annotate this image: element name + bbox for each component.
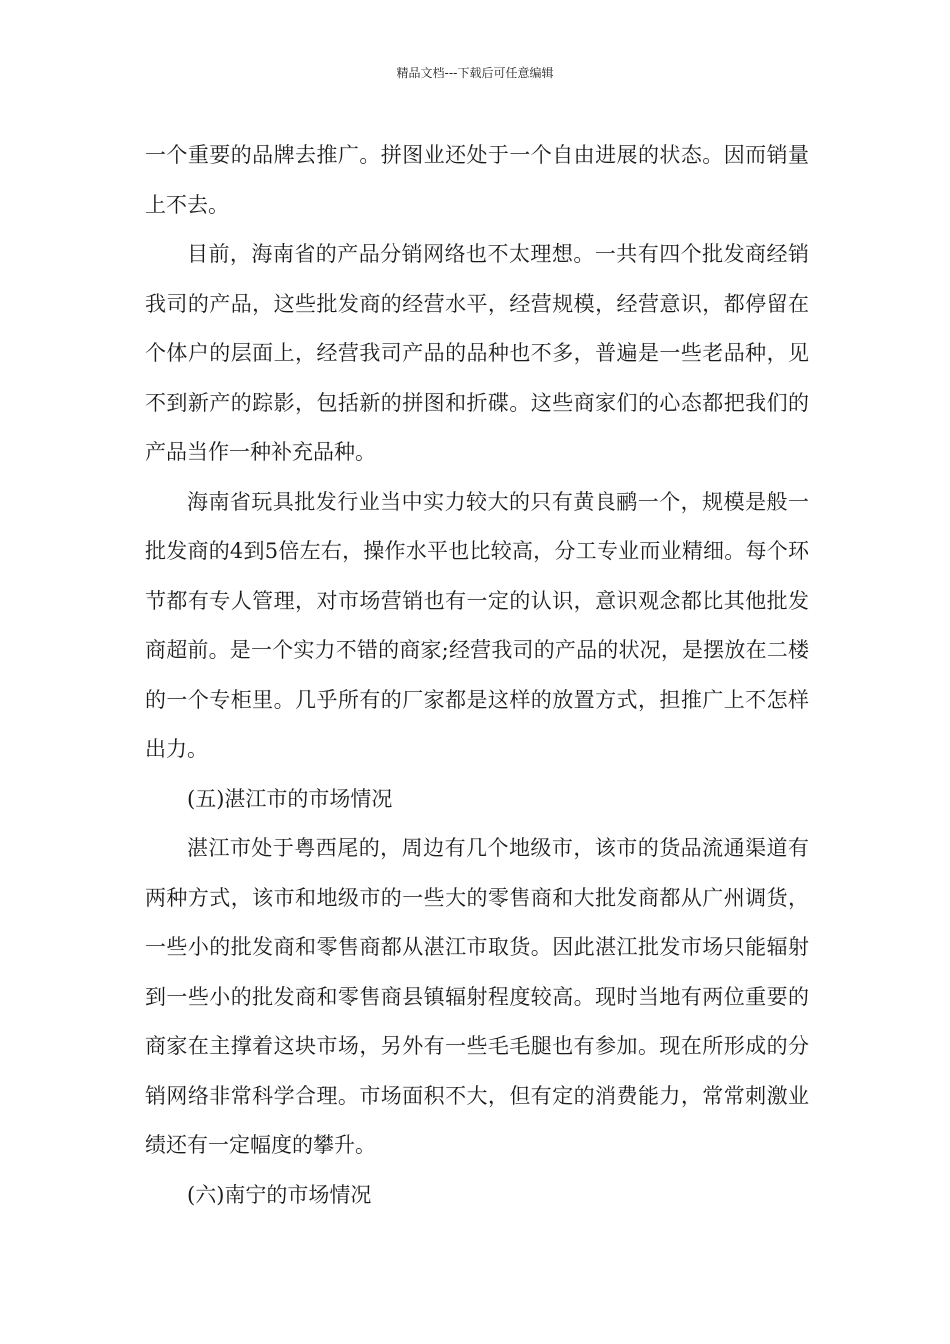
section-heading-nanning: (六)南宁的市场情况: [187, 1182, 372, 1207]
paragraph-hainan-wholesaler: 海南省玩具批发行业当中实力较大的只有黄良鹂一个，规模是般一批发商的4到5倍左右，操作水平也比较高，分工专业而业精细。每个环节都有专人管理，对市场营销也有一定的认识，意识观念都比其他批发商超前。是一个实力不错的商家;经营我司的产品的状况，是摆放在二楼的一个专柜里。几乎所有的厂家都是这样的放置方式，担推广上不怎样出力。: [145, 489, 809, 761]
paragraph-continuation: 一个重要的品牌去推广。拼图业还处于一个自由进展的状态。因而销量上不去。: [145, 143, 809, 217]
section-heading-zhanjiang: (五)湛江市的市场情况: [187, 786, 393, 811]
paragraph-zhanjiang-market: 湛江市处于粤西尾的，周边有几个地级市，该市的货品流通渠道有两种方式，该市和地级市的一些大的零售商和大批发商都从广州调货，一些小的批发商和零售商都从湛江市取货。因此湛江批发市场只能辐射到一些小的批发商和零售商县镇辐射程度较高。现时当地有两位重要的商家在主撑着这块市场，另外有一些毛毛腿也有参加。现在所形成的分销网络非常科学合理。市场面积不大，但有定的消费能力，常常刺激业绩还有一定幅度的攀升。: [145, 836, 809, 1157]
paragraph-hainan-network: 目前，海南省的产品分销网络也不太理想。一共有四个批发商经销我司的产品，这些批发商的经营水平，经营规模，经营意识，都停留在个体户的层面上，经营我司产品的品种也不多，普遍是一些老品种，见不到新产的踪影，包括新的拼图和折碟。这些商家们的心态都把我们的产品当作一种补充品种。: [145, 242, 809, 464]
document-body: [145, 131, 809, 1220]
page-header: 精品文档---下载后可任意编辑: [396, 66, 554, 80]
